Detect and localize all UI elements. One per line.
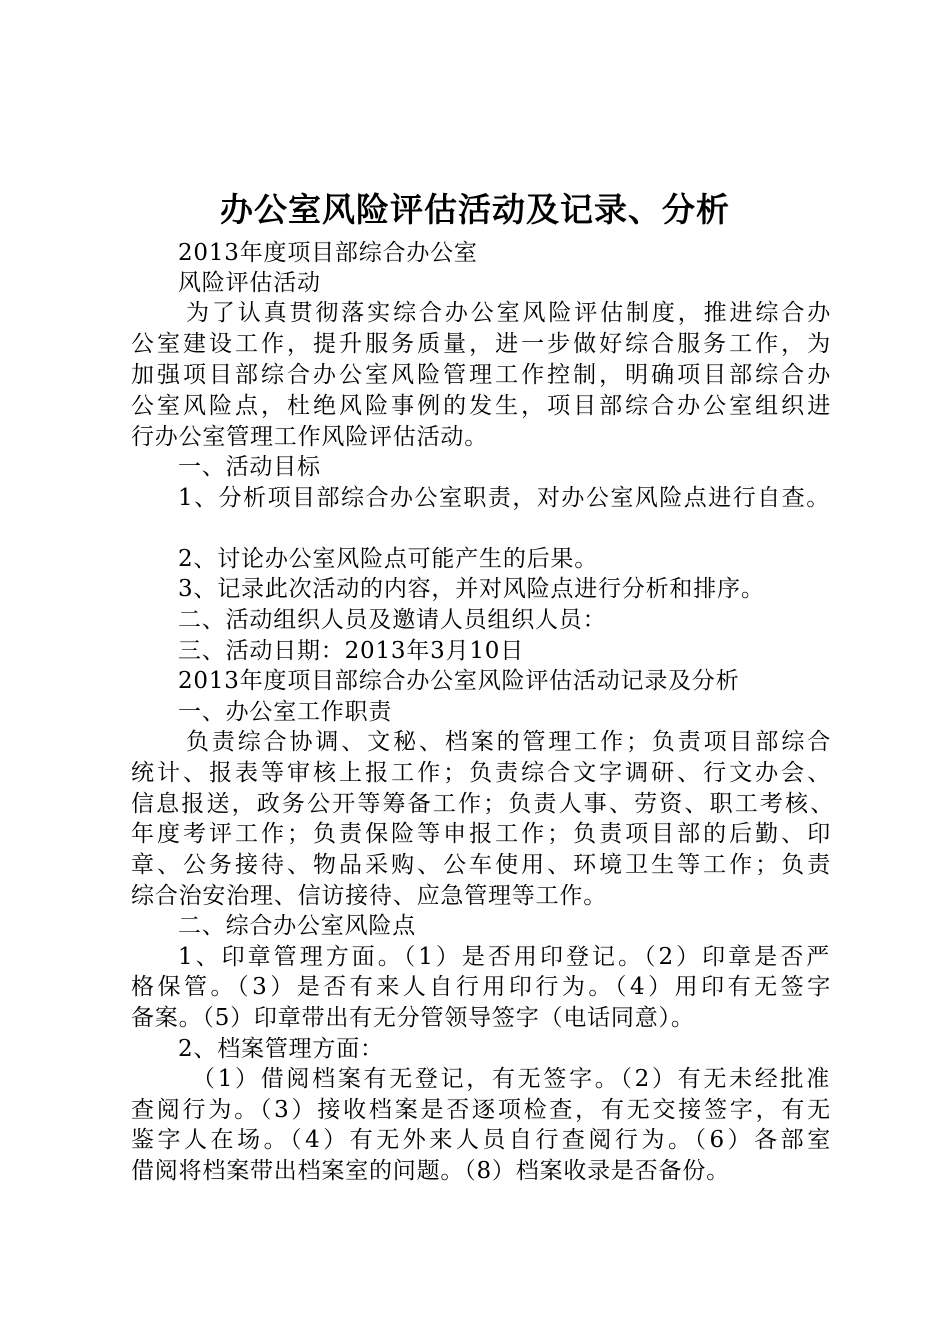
text-line: 统计、报表等审核上报工作；负责综合文字调研、行文办会、 bbox=[131, 760, 831, 786]
text-line: 章、公务接待、物品采购、公车使用、环境卫生等工作；负责 bbox=[131, 852, 831, 878]
text-line: 信息报送，政务公开等筹备工作；负责人事、劳资、职工考核、 bbox=[131, 791, 834, 817]
text-line: 查阅行为。（3）接收档案是否逐项检查，有无交接签字，有无 bbox=[131, 1097, 831, 1123]
text-line: 为了认真贯彻落实综合办公室风险评估制度，推进综合办 bbox=[186, 300, 831, 326]
section-heading: 一、办公室工作职责 bbox=[178, 699, 393, 725]
text-line: 2、讨论办公室风险点可能产生的后果。 bbox=[178, 546, 599, 572]
text-line: 2013年度项目部综合办公室风险评估活动记录及分析 bbox=[178, 668, 740, 694]
text-line-subtitle: 风险评估活动 bbox=[178, 270, 321, 296]
section-heading: 2、档案管理方面： bbox=[178, 1036, 384, 1062]
text-line: 加强项目部综合办公室风险管理工作控制，明确项目部综合办 bbox=[131, 362, 831, 388]
section-heading: 一、活动目标 bbox=[178, 454, 321, 480]
text-line-org: 2013年度项目部综合办公室 bbox=[178, 240, 478, 266]
document-title: 办公室风险评估活动及记录、分析 bbox=[220, 190, 730, 229]
section-heading: 二、综合办公室风险点 bbox=[178, 913, 416, 939]
text-line: 3、记录此次活动的内容，并对风险点进行分析和排序。 bbox=[178, 576, 765, 602]
section-heading: 二、活动组织人员及邀请人员组织人员： bbox=[178, 607, 607, 633]
text-line: 格保管。（3）是否有来人自行用印行为。（4）用印有无签字 bbox=[131, 974, 831, 1000]
section-heading: 三、活动日期：2013年3月10日 bbox=[178, 638, 525, 664]
text-line: 1、印章管理方面。（1）是否用印登记。（2）印章是否严 bbox=[178, 944, 830, 970]
text-line: 公室风险点，杜绝风险事例的发生，项目部综合办公室组织进 bbox=[131, 393, 831, 419]
text-line: 负责综合协调、文秘、档案的管理工作；负责项目部综合 bbox=[186, 729, 831, 755]
text-line: 备案。（5）印章带出有无分管领导签字（电话同意）。 bbox=[131, 1005, 695, 1031]
text-line: 公室建设工作，提升服务质量，进一步做好综合服务工作，为 bbox=[131, 331, 831, 357]
text-line: 综合治安治理、信访接待、应急管理等工作。 bbox=[131, 883, 607, 909]
text-line: （1）借阅档案有无登记，有无签字。（2）有无未经批准 bbox=[192, 1066, 830, 1092]
text-line: 借阅将档案带出档案室的问题。（8）档案收录是否备份。 bbox=[131, 1158, 730, 1184]
text-line: 鉴字人在场。（4）有无外来人员自行查阅行为。（6）各部室 bbox=[131, 1127, 831, 1153]
text-line: 年度考评工作；负责保险等申报工作；负责项目部的后勤、印 bbox=[131, 821, 831, 847]
text-line: 行办公室管理工作风险评估活动。 bbox=[131, 424, 488, 450]
text-line: 1、分析项目部综合办公室职责，对办公室风险点进行自查。 bbox=[178, 485, 830, 511]
